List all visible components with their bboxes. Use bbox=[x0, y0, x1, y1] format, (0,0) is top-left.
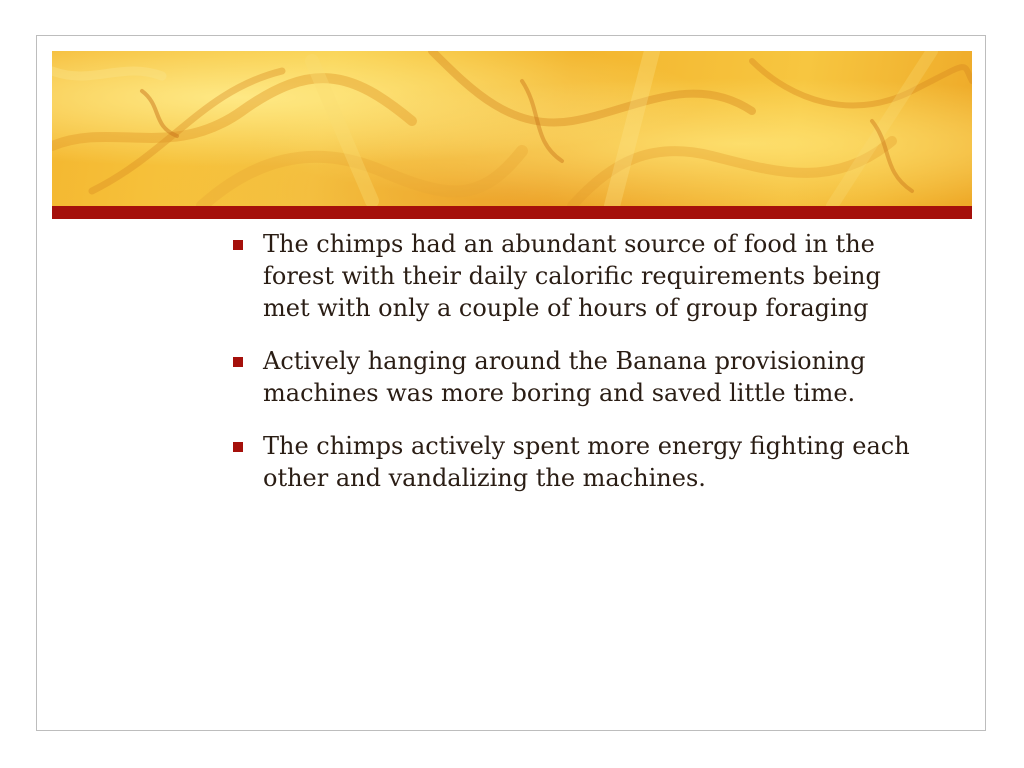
bullet-text: The chimps had an abundant source of food in the forest with their daily calorific requirements being met with only a couple of hours of group foraging bbox=[263, 230, 881, 322]
bullet-text: The chimps actively spent more energy fighting each other and vandalizing the machines. bbox=[263, 432, 910, 492]
bullet-item bbox=[230, 228, 910, 324]
banner-accent-bar bbox=[52, 206, 972, 219]
square-bullet-icon bbox=[233, 240, 243, 250]
square-bullet-icon bbox=[233, 357, 243, 367]
bullet-item bbox=[230, 345, 910, 409]
banner-image bbox=[52, 51, 972, 206]
bullet-list bbox=[230, 228, 910, 515]
square-bullet-icon bbox=[233, 442, 243, 452]
bullet-item bbox=[230, 430, 910, 494]
bullet-text: Actively hanging around the Banana provisioning machines was more boring and saved little time. bbox=[263, 347, 866, 407]
